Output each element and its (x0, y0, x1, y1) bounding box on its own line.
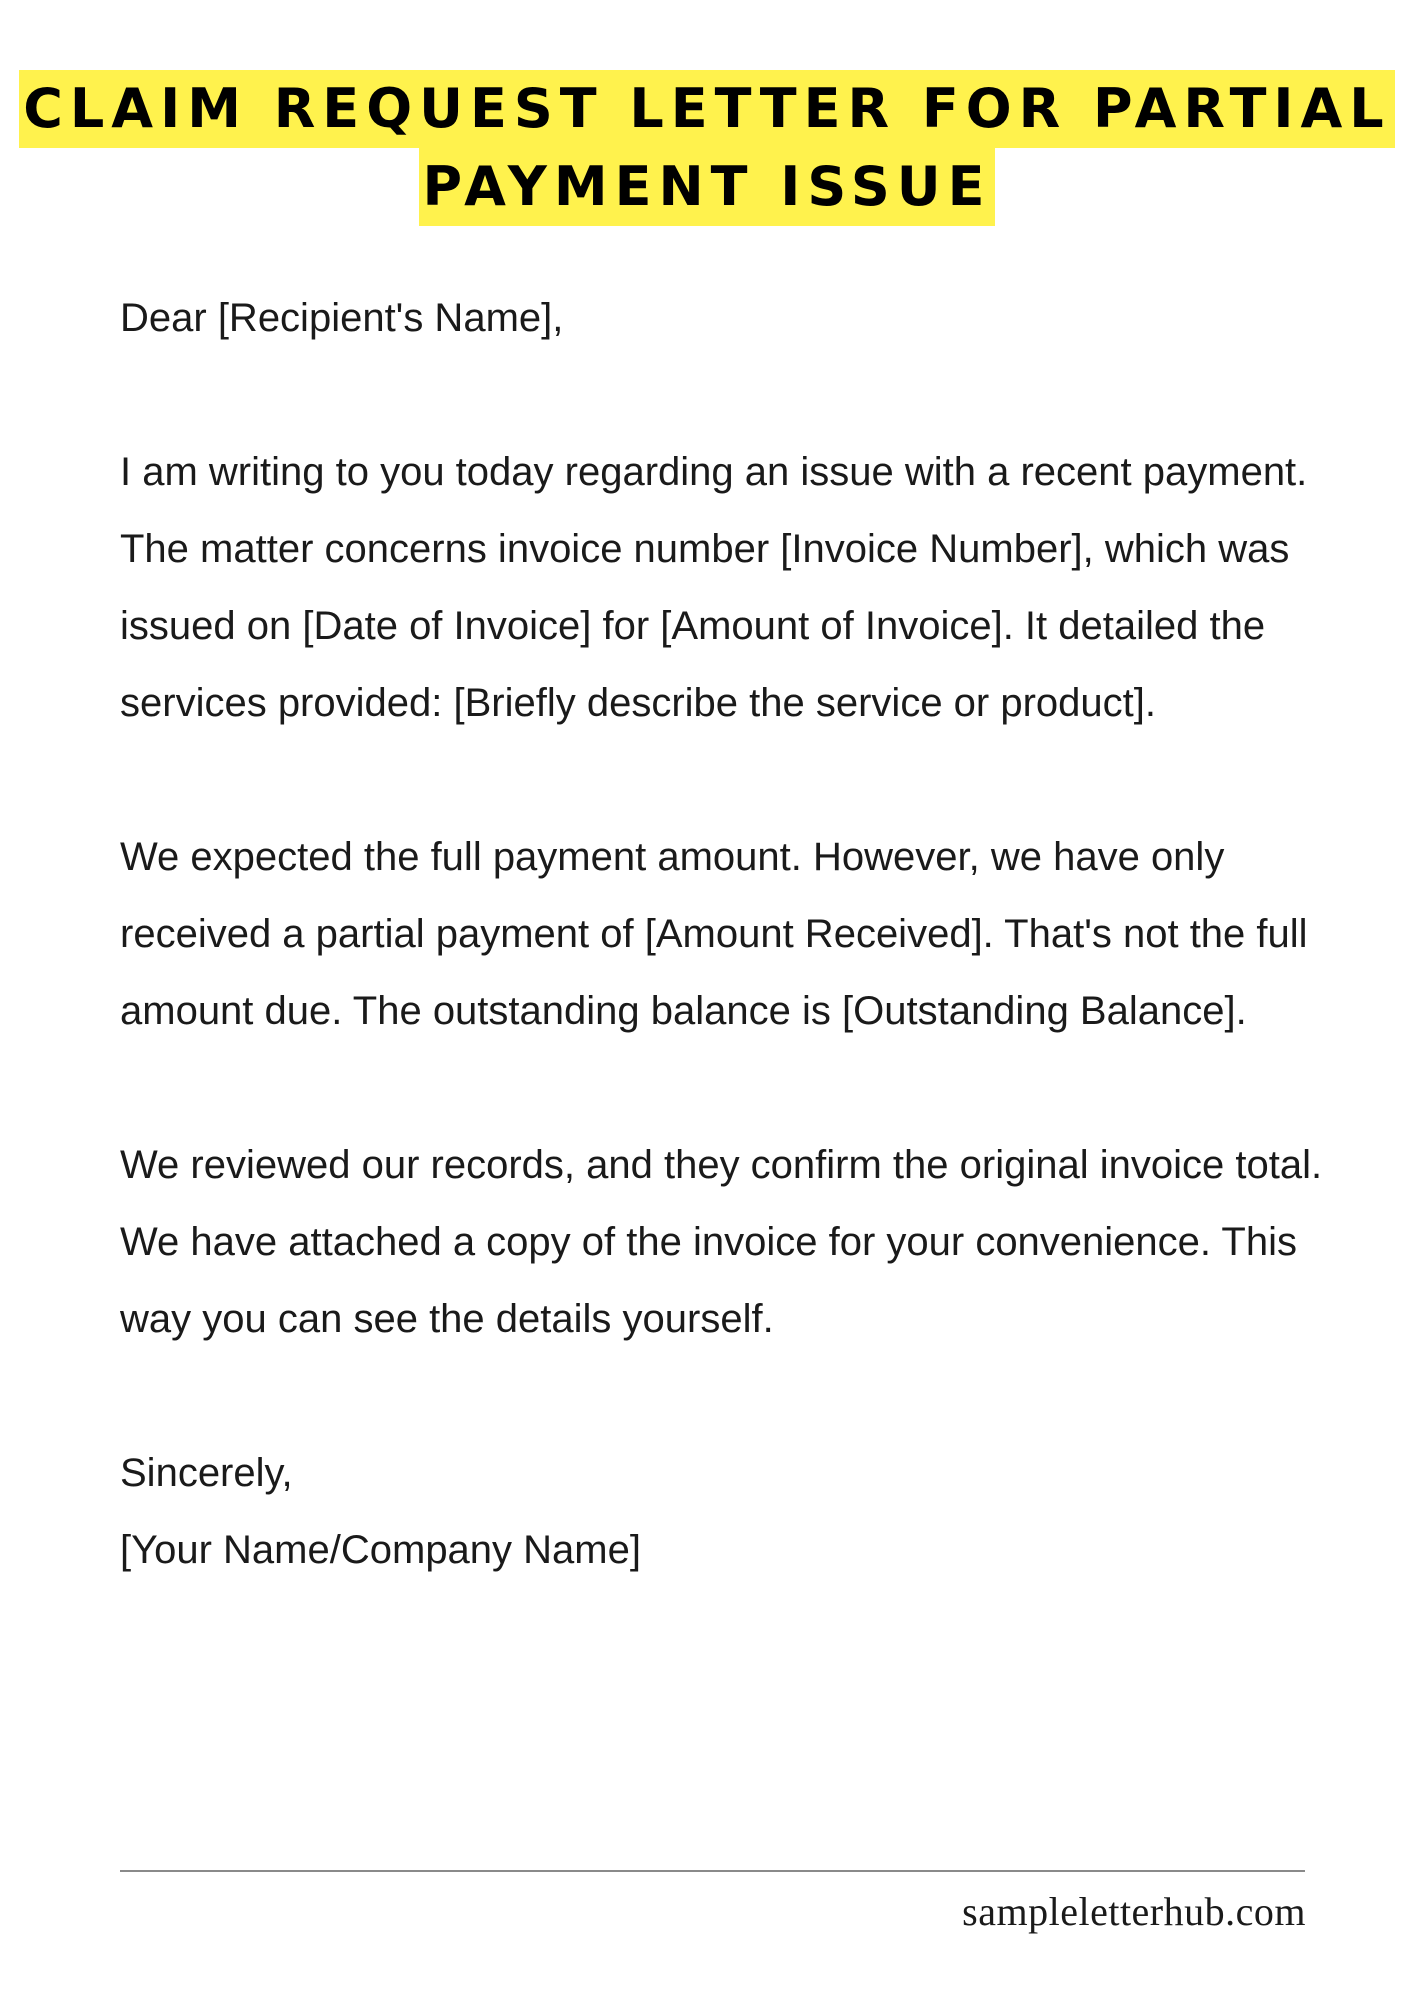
closing: Sincerely, (120, 1451, 293, 1495)
salutation: Dear [Recipient's Name], (120, 296, 564, 340)
paragraph-partial-payment: We expected the full payment amount. However, we have only received a partial payment of [Amount Received]. That's not the full amount due. The outstanding balance is [Outstanding Balance]. (120, 835, 1308, 1033)
letter-body (120, 280, 1360, 1589)
title-line-1: CLAIM REQUEST LETTER FOR PARTIAL (19, 70, 1394, 148)
signature: [Your Name/Company Name] (120, 1528, 641, 1572)
title-line-2: PAYMENT ISSUE (419, 148, 996, 226)
paragraph-invoice: I am writing to you today regarding an issue with a recent payment. The matter concerns invoice number [Invoice Number], which was issued on [Date of Invoice] for [Amount of Invoice]. It detailed the services provided: [Briefly describe the service or product]. (120, 450, 1308, 725)
letter-title (0, 70, 1414, 226)
footer-divider (120, 1870, 1305, 1872)
paragraph-records: We reviewed our records, and they confirm the original invoice total. We have attached a copy of the invoice for your convenience. This way you can see the details yourself. (120, 1143, 1323, 1341)
footer-site-name: sampleletterhub.com (962, 1889, 1306, 1934)
